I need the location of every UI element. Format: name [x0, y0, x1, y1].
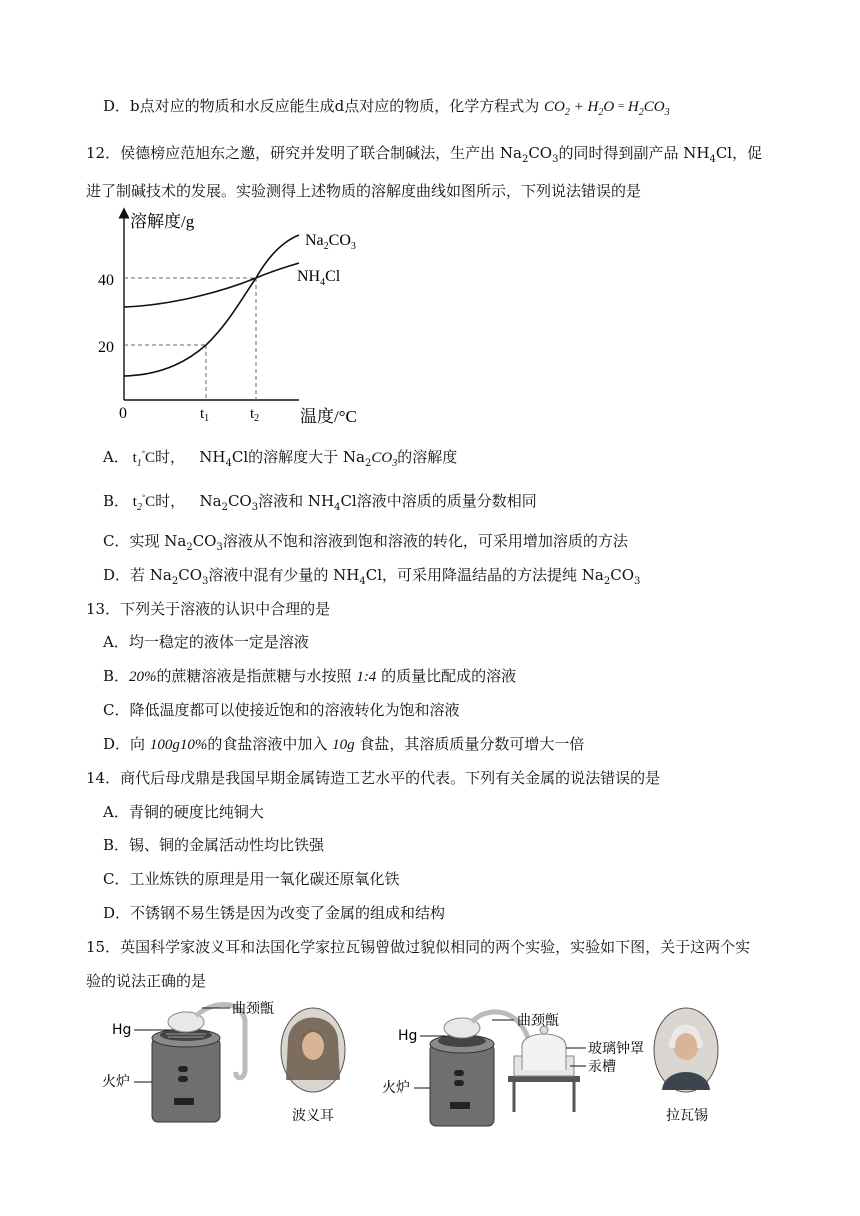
- series-nh4cl-curve: [124, 263, 299, 307]
- x-axis-label: 温度/°C: [300, 407, 357, 426]
- svg-text:Hg: Hg: [398, 1028, 418, 1044]
- svg-text:火炉: 火炉: [102, 1074, 130, 1090]
- svg-text:曲颈甑: 曲颈甑: [232, 1001, 274, 1017]
- q12-stem-line1: 12．侯德榜应范旭东之邀，研究并发明了联合制碱法，生产出 $Na_2CO_3$的同时得到副产品 $NH_4Cl$，促: [86, 144, 763, 165]
- table-top: [508, 1076, 580, 1082]
- q12-option-b: B． $t_2^\circ C$时， $Na_2CO_3$溶液和 $NH_4Cl$溶液中溶质的质量分数相同: [103, 492, 537, 513]
- q15-stem-line1: 15．英国科学家波义耳和法国化学家拉瓦锡曾做过貌似相同的两个实验，实验如下图，关于这两个实: [86, 938, 751, 956]
- option-text: b点对应的物质和水反应能生成d点对应的物质，化学方程式为: [130, 97, 540, 115]
- svg-text:波义耳: 波义耳: [292, 1108, 334, 1124]
- question-number: 12．: [86, 144, 121, 162]
- option-letter: D．: [103, 97, 131, 115]
- solubility-chart: [94, 205, 384, 430]
- svg-text:Hg: Hg: [112, 1022, 132, 1038]
- q14-option-b: B．锡、铜的金属活动性均比铁强: [103, 836, 325, 854]
- q13-stem: 13．下列关于溶液的认识中合理的是: [86, 600, 331, 618]
- y-axis-label: 溶解度/g: [130, 212, 195, 231]
- q14-option-a: A．青铜的硬度比纯铜大: [103, 803, 264, 821]
- series-label-nh4cl: $NH_4Cl$: [297, 268, 341, 288]
- lavoisier-experiment-figure: [382, 1000, 740, 1135]
- chemical-equation: $CO_2 + H_2O = H_2CO_3$: [544, 99, 670, 118]
- origin-label: 0: [119, 405, 127, 422]
- q13-option-a: A．均一稳定的液体一定是溶液: [103, 633, 309, 651]
- boyle-experiment-figure: [102, 1000, 360, 1130]
- svg-text:玻璃钟罩: 玻璃钟罩: [588, 1041, 644, 1057]
- q13-option-d: D．向 100g10%的食盐溶液中加入 10g 食盐，其溶质质量分数可增大一倍: [103, 735, 585, 753]
- q14-option-c: C．工业炼铁的原理是用一氧化碳还原氧化铁: [103, 870, 400, 888]
- x-tick-t1: $t_1$: [200, 406, 210, 424]
- q12-stem-line2: 进了制碱技术的发展。实验测得上述物质的溶解度曲线如图所示，下列说法错误的是: [86, 182, 642, 200]
- y-tick-40: 40: [98, 272, 114, 289]
- q12-option-c: C．实现 $Na_2CO_3$溶液从不饱和溶液到饱和溶液的转化，可采用增加溶质的方法: [103, 532, 628, 553]
- q13-option-c: C．降低温度都可以使接近饱和的溶液转化为饱和溶液: [103, 701, 460, 719]
- q15-stem-line2: 验的说法正确的是: [86, 972, 207, 990]
- series-label-na2co3: $Na_2CO_3$: [305, 232, 356, 252]
- q12-option-a: A． $t_1^\circ C$时， $NH_4Cl$的溶解度大于 $Na_2CO_3$的溶解度: [103, 448, 458, 469]
- x-tick-t2: $t_2$: [250, 406, 260, 424]
- q13-option-b: B．20%的蔗糖溶液是指蔗糖与水按照 1:4 的质量比配成的溶液: [103, 667, 517, 685]
- bell-jar: [522, 1034, 566, 1070]
- q14-option-d: D．不锈钢不易生锈是因为改变了金属的组成和结构: [103, 904, 446, 922]
- q11-option-d: [103, 95, 670, 118]
- svg-text:汞槽: 汞槽: [588, 1059, 616, 1075]
- y-tick-20: 20: [98, 339, 114, 356]
- svg-text:拉瓦锡: 拉瓦锡: [666, 1108, 708, 1124]
- svg-text:曲颈甑: 曲颈甑: [517, 1013, 559, 1029]
- q14-stem: 14．商代后母戊鼎是我国早期金属铸造工艺水平的代表。下列有关金属的说法错误的是: [86, 769, 661, 787]
- q12-option-d: D．若 $Na_2CO_3$溶液中混有少量的 $NH_4Cl$，可采用降温结晶的方法提纯 $Na_2CO_3$: [103, 566, 641, 587]
- svg-text:火炉: 火炉: [382, 1080, 410, 1096]
